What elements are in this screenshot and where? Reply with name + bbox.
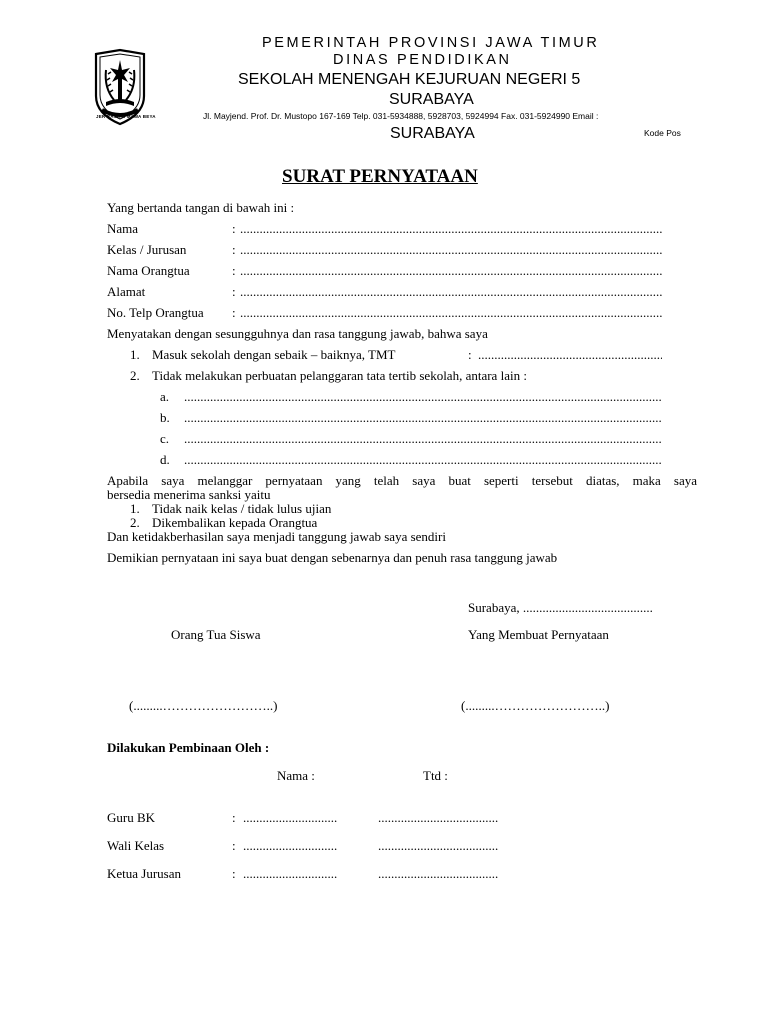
field-label-address: Alamat bbox=[107, 284, 146, 299]
guidance-row-sign-dots[interactable]: ..................................... bbox=[378, 838, 499, 853]
header-school-name: SEKOLAH MENENGAH KEJURUAN NEGERI 5 bbox=[238, 71, 581, 88]
sanction-2-text: Dikembalikan kepada Orangtua bbox=[152, 515, 318, 530]
guidance-row-label-homeroom: Wali Kelas bbox=[107, 838, 165, 853]
signature-left-blank[interactable]: (.........……………………..) bbox=[129, 698, 278, 713]
promise-1-colon: : bbox=[468, 347, 472, 362]
guidance-row-name-dots[interactable]: ............................. bbox=[243, 838, 338, 853]
responsibility-text: Dan ketidakberhasilan saya menjadi tanggung jawab saya sendiri bbox=[107, 529, 446, 544]
promise-1-date-dotted-line[interactable] bbox=[478, 347, 662, 363]
guidance-row-sign-dots[interactable]: ..................................... bbox=[378, 810, 499, 825]
subitem-b-dotted-line[interactable] bbox=[184, 410, 662, 426]
guidance-row-name-dots[interactable]: ............................. bbox=[243, 810, 338, 825]
field-colon: : bbox=[232, 305, 236, 320]
subitem-a-dotted-line[interactable] bbox=[184, 389, 662, 405]
header-school-city: SURABAYA bbox=[389, 91, 474, 108]
guidance-row-sign-dots[interactable]: ..................................... bbox=[378, 866, 499, 881]
guidance-sign-header: Ttd : bbox=[423, 768, 448, 783]
field-colon: : bbox=[232, 221, 236, 236]
header-city: SURABAYA bbox=[390, 125, 475, 142]
statement-text: Menyatakan dengan sesungguhnya dan rasa tanggung jawab, bahwa saya bbox=[107, 326, 488, 341]
subitem-d-dotted-line[interactable] bbox=[184, 452, 662, 468]
promise-2-text: Tidak melakukan perbuatan pelanggaran tata tertib sekolah, antara lain : bbox=[152, 368, 527, 383]
promise-1-text: Masuk sekolah dengan sebaik – baiknya, TMT bbox=[152, 347, 396, 362]
guidance-row-label-counselor: Guru BK bbox=[107, 810, 156, 825]
header-department: DINAS PENDIDIKAN bbox=[333, 52, 512, 68]
provincial-emblem-logo bbox=[92, 48, 156, 128]
guidance-name-header: Nama : bbox=[277, 768, 315, 783]
field-name-dotted-line[interactable] bbox=[240, 221, 662, 237]
subitem-b-label: b. bbox=[160, 410, 170, 425]
guidance-row-colon: : bbox=[232, 810, 236, 825]
document-title: SURAT PERNYATAAN bbox=[282, 166, 478, 187]
intro-text: Yang bertanda tangan di bawah ini : bbox=[107, 200, 295, 215]
signature-right-label: Yang Membuat Pernyataan bbox=[468, 627, 609, 642]
field-label-class-major: Kelas / Jurusan bbox=[107, 242, 187, 257]
subitem-c-dotted-line[interactable] bbox=[184, 431, 662, 447]
sanction-text-line-1: Apabila saya melanggar pernyataan yang telah saya buat seperti tersebut diatas, maka saya bbox=[107, 473, 697, 488]
signature-right-blank[interactable]: (.........……………………..) bbox=[461, 698, 610, 713]
header-address: Jl. Mayjend. Prof. Dr. Mustopo 167-169 Telp. 031-5934888, 5928703, 5924994 Fax. 031-5924990 Email : bbox=[203, 111, 599, 121]
subitem-d-label: d. bbox=[160, 452, 170, 467]
guidance-row-name-dots[interactable]: ............................. bbox=[243, 866, 338, 881]
sanction-2-number: 2. bbox=[130, 515, 140, 530]
subitem-c-label: c. bbox=[160, 431, 170, 446]
sanction-1-text: Tidak naik kelas / tidak lulus ujian bbox=[152, 501, 332, 516]
field-label-parent-name: Nama Orangtua bbox=[107, 263, 190, 278]
field-parent-phone-dotted-line[interactable] bbox=[240, 305, 662, 321]
field-colon: : bbox=[232, 263, 236, 278]
guidance-row-label-department-head: Ketua Jurusan bbox=[107, 866, 182, 881]
header-government: PEMERINTAH PROVINSI JAWA TIMUR bbox=[262, 35, 600, 51]
guidance-row-colon: : bbox=[232, 838, 236, 853]
closing-text: Demikian pernyataan ini saya buat dengan sebenarnya dan penuh rasa tanggung jawab bbox=[107, 550, 558, 565]
field-label-name: Nama bbox=[107, 221, 139, 236]
promise-2-number: 2. bbox=[130, 368, 140, 383]
field-address-dotted-line[interactable] bbox=[240, 284, 662, 300]
emblem-motto: JER BASUKI MAWA BEYA bbox=[96, 114, 156, 119]
field-class-major-dotted-line[interactable] bbox=[240, 242, 662, 258]
sanction-1-number: 1. bbox=[130, 501, 140, 516]
subitem-a-label: a. bbox=[160, 389, 170, 404]
place-date: Surabaya, ........................................ bbox=[468, 600, 653, 615]
promise-1-number: 1. bbox=[130, 347, 140, 362]
field-colon: : bbox=[232, 284, 236, 299]
guidance-row-colon: : bbox=[232, 866, 236, 881]
guidance-heading: Dilakukan Pembinaan Oleh : bbox=[107, 740, 270, 755]
header-postal-code-label: Kode Pos bbox=[644, 128, 681, 138]
field-label-parent-phone: No. Telp Orangtua bbox=[107, 305, 204, 320]
field-colon: : bbox=[232, 242, 236, 257]
sanction-text-line-2: bersedia menerima sanksi yaitu bbox=[107, 487, 271, 502]
field-parent-name-dotted-line[interactable] bbox=[240, 263, 662, 279]
signature-left-label: Orang Tua Siswa bbox=[171, 627, 261, 642]
